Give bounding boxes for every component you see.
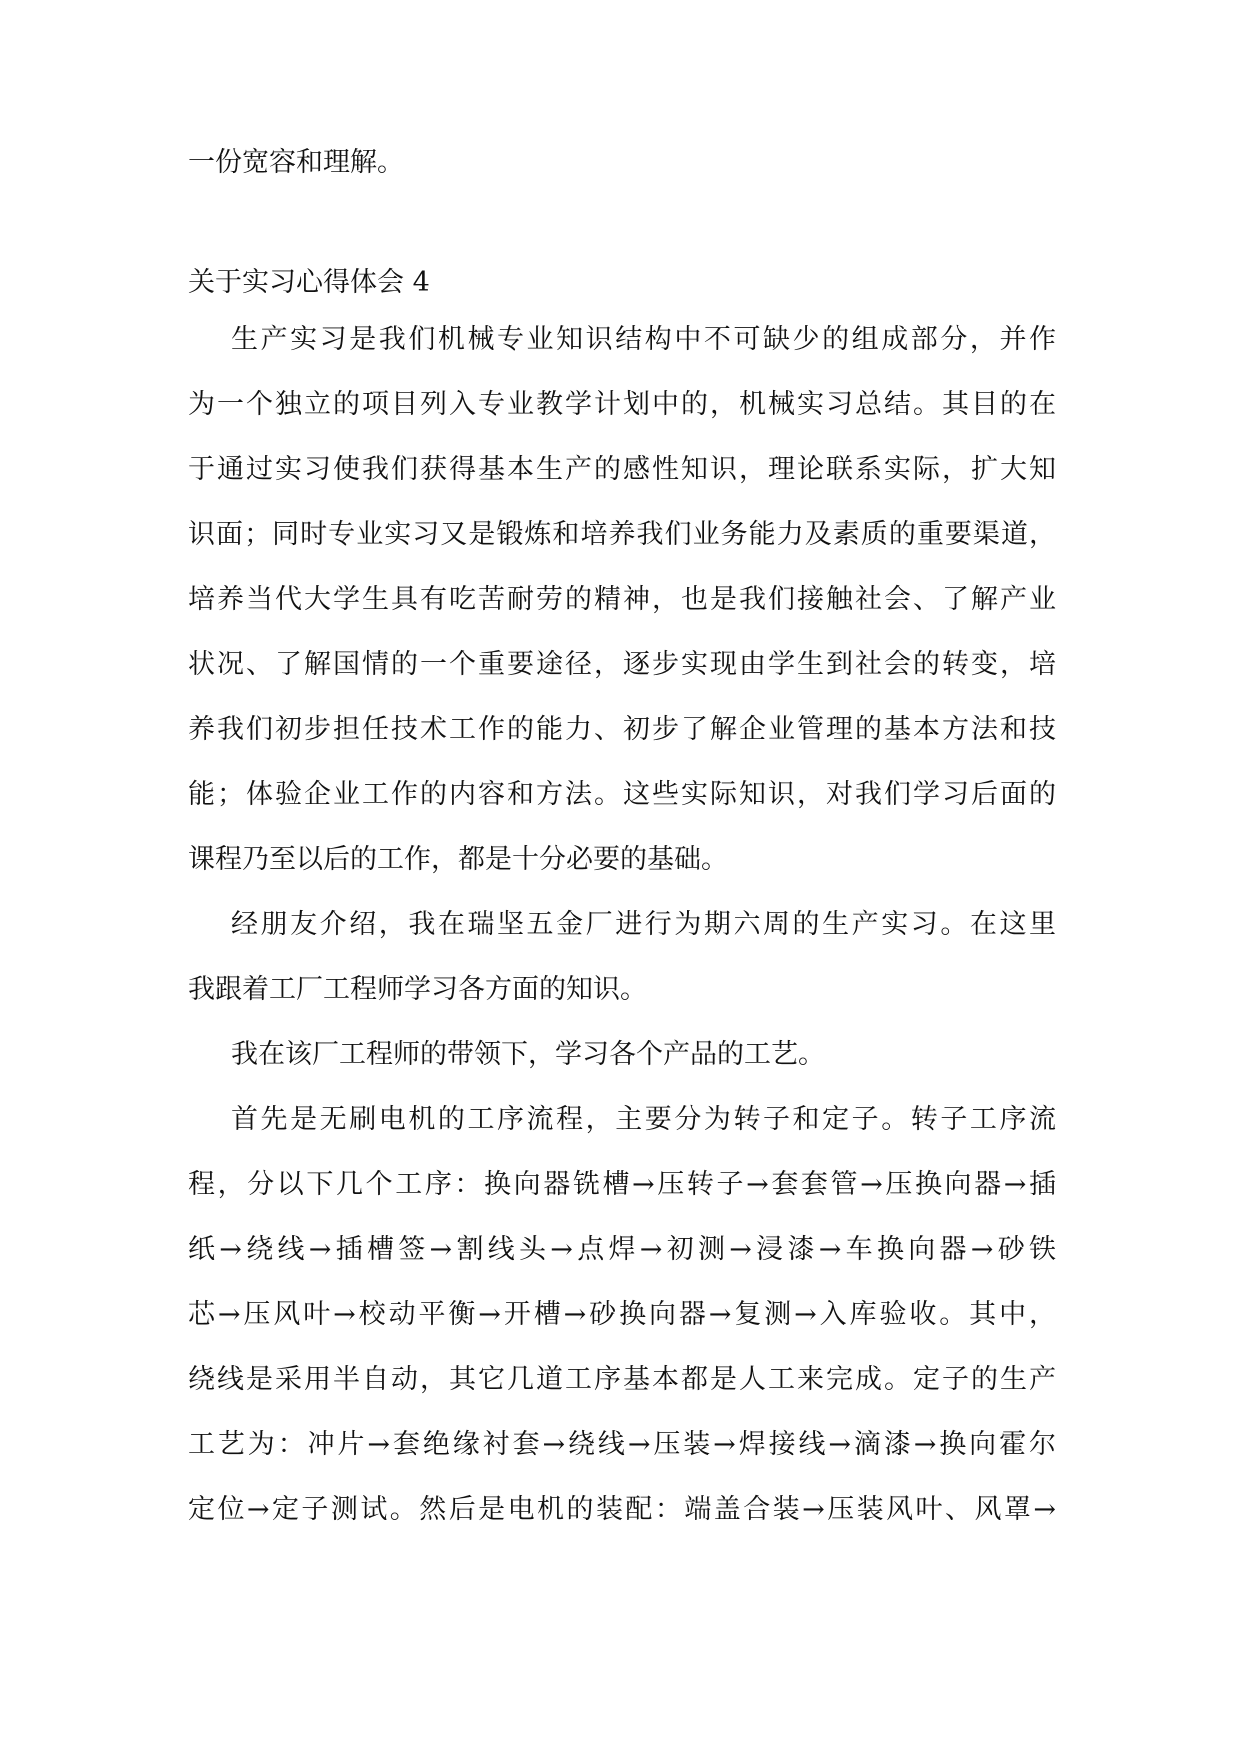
- text-line: 一份宽容和理解。: [188, 147, 404, 178]
- text-line: 程，分以下几个工序：换向器铣槽→压转子→套套管→压换向器→插: [188, 1169, 1056, 1200]
- text-line: 识面；同时专业实习又是锻炼和培养我们业务能力及素质的重要渠道，: [188, 519, 1056, 550]
- text-line: 状况、了解国情的一个重要途径，逐步实现由学生到社会的转变，培: [188, 649, 1056, 680]
- section-heading: [188, 250, 1056, 315]
- text-line: 养我们初步担任技术工作的能力、初步了解企业管理的基本方法和技: [188, 714, 1056, 745]
- text-line: 于通过实习使我们获得基本生产的感性知识，理论联系实际，扩大知: [188, 454, 1056, 485]
- text-line: 工艺为：冲片→套绝缘衬套→绕线→压装→焊接线→滴漆→换向霍尔: [188, 1429, 1056, 1460]
- text-line: 绕线是采用半自动，其它几道工序基本都是人工来完成。定子的生产: [188, 1364, 1056, 1395]
- text-line: 生产实习是我们机械专业知识结构中不可缺少的组成部分，并作: [231, 324, 1056, 355]
- text-line: 首先是无刷电机的工序流程，主要分为转子和定子。转子工序流: [231, 1104, 1056, 1135]
- text-line: 课程乃至以后的工作，都是十分必要的基础。: [188, 844, 728, 875]
- text-line: 为一个独立的项目列入专业教学计划中的，机械实习总结。其目的在: [188, 389, 1056, 420]
- paragraph-3: [188, 1022, 1056, 1087]
- paragraph-4: [188, 1087, 1056, 1542]
- paragraph-2: [188, 892, 1056, 1022]
- heading-text: 关于实习心得体会 4: [188, 267, 430, 298]
- intro-line: [188, 130, 1056, 195]
- text-line: 培养当代大学生具有吃苦耐劳的精神，也是我们接触社会、了解产业: [188, 584, 1056, 615]
- text-line: 芯→压风叶→校动平衡→开槽→砂换向器→复测→入库验收。其中，: [188, 1299, 1056, 1330]
- text-line: 经朋友介绍，我在瑞坚五金厂进行为期六周的生产实习。在这里: [231, 909, 1056, 940]
- text-line: 能；体验企业工作的内容和方法。这些实际知识，对我们学习后面的: [188, 779, 1056, 810]
- text-line: 我跟着工厂工程师学习各方面的知识。: [188, 974, 647, 1005]
- text-line: 我在该厂工程师的带领下，学习各个产品的工艺。: [231, 1039, 825, 1070]
- text-line: 纸→绕线→插槽签→割线头→点焊→初测→浸漆→车换向器→砂铁: [188, 1234, 1056, 1265]
- paragraph-1: [188, 307, 1056, 892]
- text-line: 定位→定子测试。然后是电机的装配：端盖合装→压装风叶、风罩→: [188, 1494, 1056, 1525]
